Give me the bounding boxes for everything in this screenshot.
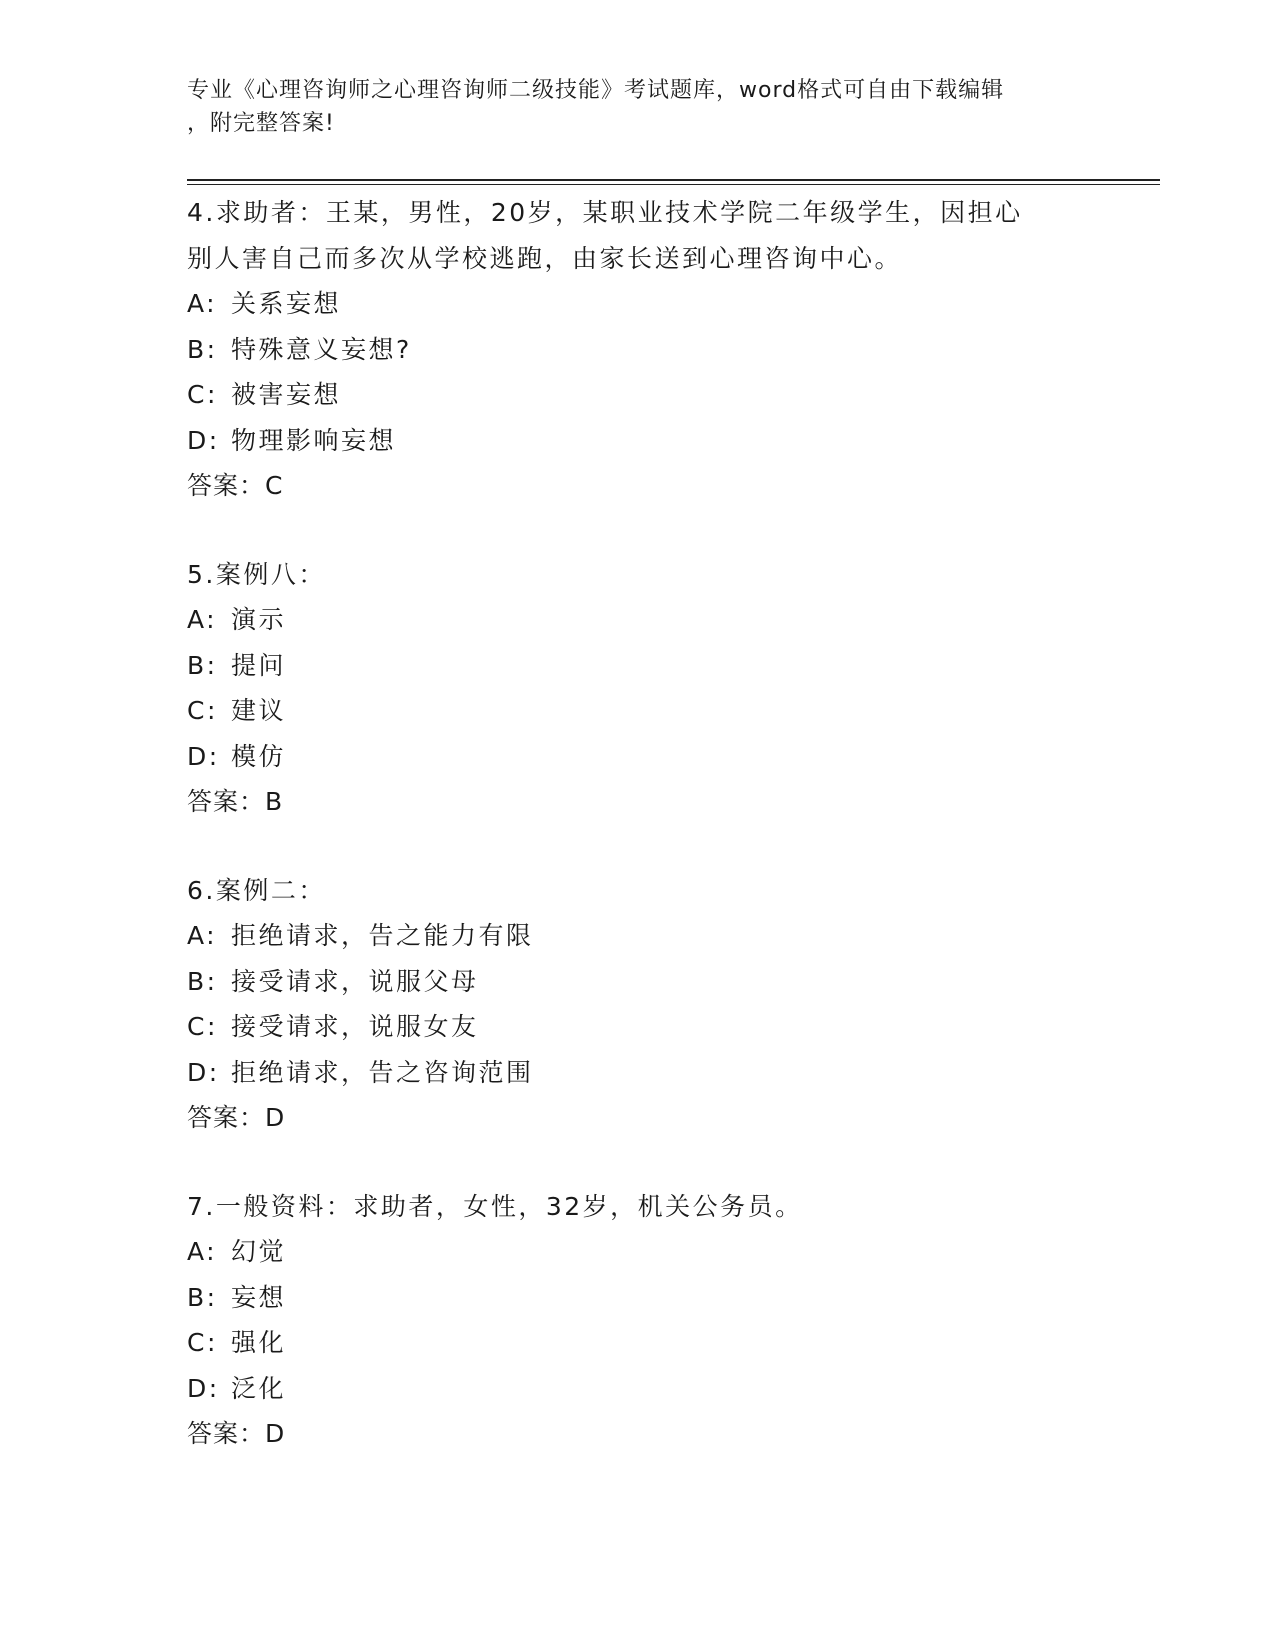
option-text: 演示	[231, 605, 287, 634]
option-text: 强化	[231, 1328, 287, 1357]
option-text: 被害妄想	[231, 380, 342, 409]
option-b	[187, 327, 1087, 373]
header-line-2: ，附完整答案!	[187, 111, 335, 136]
option-key: B:	[187, 1282, 218, 1312]
option-b	[187, 1275, 1087, 1321]
question-5	[187, 552, 1087, 825]
option-text: 接受请求，说服父母	[231, 966, 479, 996]
question-7	[187, 1184, 1087, 1457]
option-key: D:	[187, 741, 220, 771]
option-c	[187, 1004, 1087, 1050]
option-text: 幻觉	[231, 1237, 287, 1266]
option-key: C:	[187, 380, 218, 409]
option-text: 拒绝请求，告之咨询范围	[231, 1057, 534, 1087]
option-a	[187, 281, 1087, 327]
header-divider-thick	[187, 179, 1160, 181]
option-b	[187, 643, 1087, 689]
answer-line: 答案：C	[187, 471, 284, 500]
answer-line: 答案：D	[187, 1419, 286, 1448]
option-text: 泛化	[231, 1373, 287, 1403]
option-b	[187, 959, 1087, 1005]
option-key: A:	[187, 921, 218, 950]
document-header	[187, 74, 1067, 140]
question-list	[187, 190, 1087, 1500]
option-text: 接受请求，说服女友	[231, 1012, 479, 1041]
header-line-1: 专业《心理咨询师之心理咨询师二级技能》考试题库，word格式可自由下载编辑	[187, 78, 1005, 103]
answer-line: 答案：D	[187, 1103, 286, 1132]
option-key: D:	[187, 1057, 220, 1087]
option-key: B:	[187, 334, 218, 364]
option-text: 物理影响妄想	[231, 425, 397, 455]
option-d	[187, 1050, 1087, 1096]
option-key: D:	[187, 1373, 220, 1403]
option-text: 拒绝请求，告之能力有限	[231, 921, 534, 950]
option-text: 妄想	[231, 1282, 287, 1312]
option-key: C:	[187, 1012, 218, 1041]
question-stem: 5.案例八：	[187, 559, 326, 589]
question-4	[187, 190, 1087, 509]
option-text: 模仿	[231, 741, 287, 771]
option-key: B:	[187, 650, 218, 680]
option-c	[187, 688, 1087, 734]
option-d	[187, 734, 1087, 780]
option-d	[187, 418, 1087, 464]
option-c	[187, 1320, 1087, 1366]
question-stem: 6.案例二：	[187, 875, 326, 905]
option-a	[187, 1229, 1087, 1275]
option-text: 关系妄想	[231, 289, 342, 318]
option-key: C:	[187, 696, 218, 725]
option-key: A:	[187, 289, 218, 318]
question-stem: 7.一般资料：求助者，女性，32岁，机关公务员。	[187, 1191, 803, 1221]
answer-line: 答案：B	[187, 787, 284, 816]
question-stem: 4.求助者：王某，男性，20岁，某职业技术学院二年级学生，因担心	[187, 198, 1023, 227]
option-a	[187, 597, 1087, 643]
option-key: C:	[187, 1328, 218, 1357]
option-key: A:	[187, 1237, 218, 1266]
question-stem-continued: 别人害自己而多次从学校逃跑，由家长送到心理咨询中心。	[187, 243, 903, 273]
option-text: 建议	[231, 696, 287, 725]
option-key: D:	[187, 425, 220, 455]
option-text: 特殊意义妄想?	[231, 334, 412, 364]
option-key: B:	[187, 966, 218, 996]
option-a	[187, 913, 1087, 959]
option-d	[187, 1366, 1087, 1412]
header-divider-thin	[187, 184, 1160, 185]
option-c	[187, 372, 1087, 418]
question-6	[187, 868, 1087, 1141]
option-text: 提问	[231, 650, 287, 680]
option-key: A:	[187, 605, 218, 634]
